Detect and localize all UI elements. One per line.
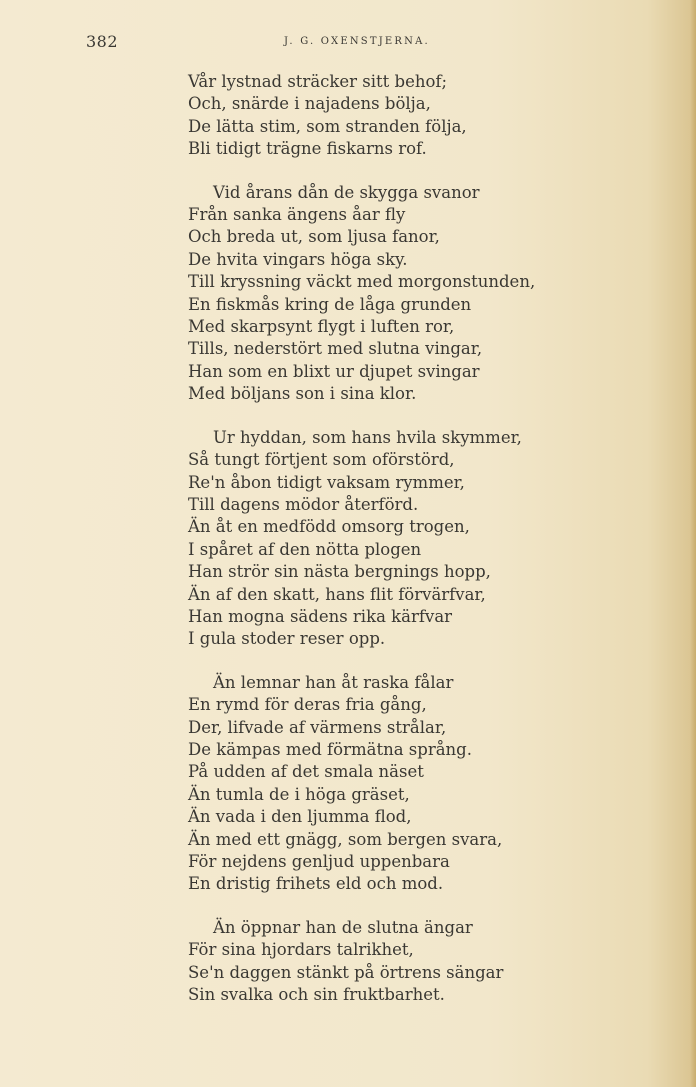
poem-line: De hvita vingars höga sky. [188,249,408,269]
poem-line: För sina hjordars talrikhet, [188,940,414,960]
poem-line: Så tungt förtjent som oförstörd, [188,450,455,470]
poem-line: Till dagens mödor återförd. [188,494,419,514]
stanza-3 [188,427,535,651]
poem-line: För nejdens genljud uppenbara [188,852,450,871]
poem-line: Han som en blixt ur djupet svingar [188,361,480,381]
stanza-4 [188,672,535,896]
poem-line: Ur hyddan, som hans hvila skymmer, [213,427,522,447]
poem-line: Han strör sin nästa bergnings hopp, [188,562,491,582]
poem-line: Än tumla de i höga gräset, [188,784,410,804]
poem-line: I gula stoder reser opp. [188,629,386,649]
poem-line: Se'n daggen stänkt på örtrens sängar [188,962,504,982]
running-head: J. G. OXENSTJERNA. [284,36,430,47]
poem-line: I spåret af den nötta plogen [188,539,422,559]
stanza-5 [188,917,535,1007]
poem-line: Och breda ut, som ljusa fanor, [188,227,440,247]
poem-line: Med skarpsynt flygt i luften ror, [188,317,455,337]
poem-line: Tills, nederstört med slutna vingar, [188,339,483,359]
poem-line: På udden af det smala näset [188,762,424,782]
poem-line: Från sanka ängens åar fly [188,205,406,225]
poem-line: Till kryssning väckt med morgonstunden, [188,272,536,292]
poem-line: Än öppnar han de slutna ängar [213,917,473,937]
poem-line: Re'n åbon tidigt vaksam rymmer, [188,472,465,492]
poem-line: Än af den skatt, hans flit förvärfvar, [188,584,486,604]
poem-line: Med böljans son i sina klor. [188,384,417,404]
poem-line: Vår lystnad sträcker sitt behof; [188,72,448,91]
poem-line: En fiskmås kring de låga grunden [188,294,472,314]
poem-line: En dristig frihets eld och mod. [188,874,444,894]
poem-line: Än åt en medfödd omsorg trogen, [188,517,470,537]
poem-line: Han mogna sädens rika kärfvar [188,606,453,626]
poem [188,71,535,1027]
stanza-1 [188,71,535,161]
poem-line: De kämpas med förmätna språng. [188,739,472,759]
poem-line: Der, lifvade af värmens strålar, [188,717,447,737]
poem-line: Och, snärde i najadens bölja, [188,94,431,114]
poem-line: Bli tidigt trägne fiskarns rof. [188,139,427,159]
stanza-2 [188,182,535,406]
page-number: 382 [86,32,119,51]
poem-line: En rymd för deras fria gång, [188,695,427,715]
poem-line: Sin svalka och sin fruktbarhet. [188,985,445,1005]
poem-line: Än lemnar han åt raska fålar [213,672,454,692]
poem-line: De lätta stim, som stranden följa, [188,116,467,136]
poem-line: Än med ett gnägg, som bergen svara, [188,829,503,849]
poem-line: Vid årans dån de skygga svanor [213,182,480,202]
poem-line: Än vada i den ljumma flod, [188,807,412,827]
